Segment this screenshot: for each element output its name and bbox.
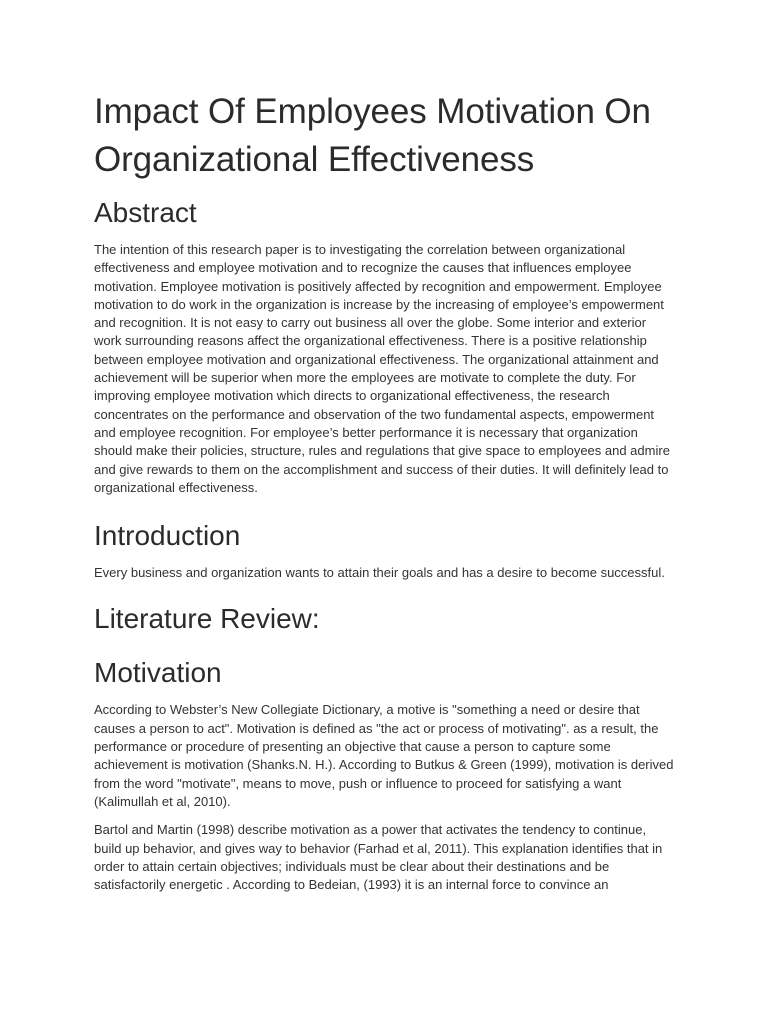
motivation-paragraph: According to Webster’s New Collegiate Dictionary, a motive is "something a need or desire that causes a person to act". Motivation is defined as "the act or process of motivating". as a result, the performance or procedure of presenting an objective that cause a person to capture some achievement is motivation (Shanks.N. H.). According to Butkus & Green (1999), motivation is derived from the word "motivate", means to move, push or influence to proceed for satisfying a want (Kalimullah et al, 2010).	[94, 702, 674, 809]
abstract-paragraph: The intention of this research paper is to investigating the correlation between organizational effectiveness and employee motivation and to recognize the causes that influences employee motivation. Employee motivation is positively affected by recognition and empowerment. Employee motivation to do work in the organization is increase by the increasing of employee’s empowerment and recognition. It is not easy to carry out business all over the globe. Some interior and exterior work surrounding reasons affect the organizational effectiveness. There is a positive relationship between employee motivation and organizational effectiveness. The organizational attainment and achievement will be superior when more the employees are motivate to complete the duty. For improving employee motivation which directs to organizational effectiveness, the research concentrates on the performance and observation of the two fundamental aspects, empowerment and employee recognition. For employee’s better performance it is necessary that organization should make their policies, structure, rules and regulations that give space to employees and admire and give rewards to them on the accomplishment and success of their duties. It will definitely lead to organizational effectiveness.	[94, 242, 670, 495]
abstract-section	[94, 196, 674, 497]
abstract-heading: Abstract	[94, 197, 197, 228]
literature-review-heading: Literature Review:	[94, 603, 320, 635]
introduction-paragraph: Every business and organization wants to attain their goals and has a desire to become successful.	[94, 565, 665, 581]
introduction-heading: Introduction	[94, 520, 241, 552]
introduction-section	[94, 519, 674, 582]
motivation-heading: Motivation	[94, 657, 222, 689]
document-title: Impact Of Employees Motivation On Organizational Effectiveness	[94, 92, 651, 179]
motivation-paragraph: Bartol and Martin (1998) describe motivation as a power that activates the tendency to continue, build up behavior, and gives way to behavior (Farhad et al, 2011). This explanation identifies that in order to attain certain objectives; individuals must be clear about their destinations and be satisfactorily energetic . According to Bedeian, (1993) it is an internal force to convince an	[94, 822, 663, 893]
motivation-section	[94, 656, 674, 894]
literature-review-section	[94, 602, 674, 636]
